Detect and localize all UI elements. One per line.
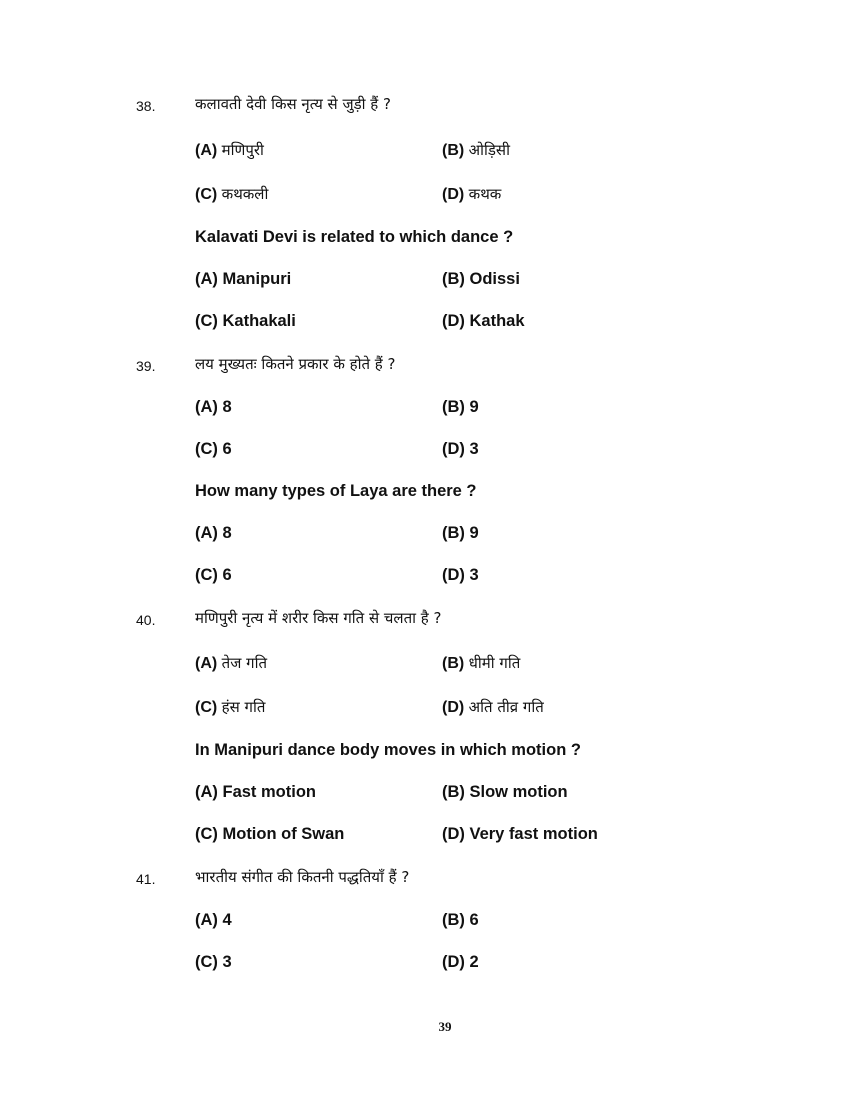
option-b-hindi: (B) 6 xyxy=(442,911,479,929)
option-d-hindi: (D) 3 xyxy=(442,440,479,458)
question-number: 41. xyxy=(136,871,156,887)
option-c-hindi: (C) हंस गति xyxy=(195,698,266,716)
option-a-english: (A) Manipuri xyxy=(195,270,292,288)
option-a-english: (A) 8 xyxy=(195,524,232,542)
option-a-hindi: (A) मणिपुरी xyxy=(195,141,264,159)
option-c-hindi: (C) 6 xyxy=(195,440,232,458)
option-a-hindi: (A) 4 xyxy=(195,911,232,929)
question-text-english: How many types of Laya are there ? xyxy=(195,482,477,500)
option-d-english: (D) Very fast motion xyxy=(442,825,598,843)
question-text-hindi: लय मुख्यतः कितने प्रकार के होते हैं ? xyxy=(195,355,396,373)
question-number: 39. xyxy=(136,358,156,374)
option-a-hindi: (A) तेज गति xyxy=(195,654,268,672)
option-b-hindi: (B) ओड़िसी xyxy=(442,141,510,159)
question-text-hindi: मणिपुरी नृत्य में शरीर किस गति से चलता है ? xyxy=(195,609,442,627)
option-d-hindi: (D) कथक xyxy=(442,185,502,203)
question-text-english: In Manipuri dance body moves in which motion ? xyxy=(195,741,581,759)
option-a-hindi: (A) 8 xyxy=(195,398,232,416)
question-text-hindi: कलावती देवी किस नृत्य से जुड़ी हैं ? xyxy=(195,95,391,113)
question-text-hindi: भारतीय संगीत की कितनी पद्धतियाँ हैं ? xyxy=(195,868,410,886)
option-b-english: (B) Odissi xyxy=(442,270,520,288)
option-d-hindi: (D) 2 xyxy=(442,953,479,971)
option-c-hindi: (C) कथकली xyxy=(195,185,269,203)
option-b-english: (B) 9 xyxy=(442,524,479,542)
option-c-english: (C) 6 xyxy=(195,566,232,584)
option-c-english: (C) Kathakali xyxy=(195,312,296,330)
option-c-hindi: (C) 3 xyxy=(195,953,232,971)
question-number: 40. xyxy=(136,612,156,628)
question-number: 38. xyxy=(136,98,156,114)
option-c-english: (C) Motion of Swan xyxy=(195,825,345,843)
option-d-english: (D) Kathak xyxy=(442,312,525,330)
option-b-hindi: (B) धीमी गति xyxy=(442,654,521,672)
question-text-english: Kalavati Devi is related to which dance ? xyxy=(195,228,514,246)
option-d-hindi: (D) अति तीव्र गति xyxy=(442,698,544,716)
page-number: 39 xyxy=(438,1019,452,1034)
option-b-english: (B) Slow motion xyxy=(442,783,568,801)
option-a-english: (A) Fast motion xyxy=(195,783,316,801)
option-d-english: (D) 3 xyxy=(442,566,479,584)
option-b-hindi: (B) 9 xyxy=(442,398,479,416)
